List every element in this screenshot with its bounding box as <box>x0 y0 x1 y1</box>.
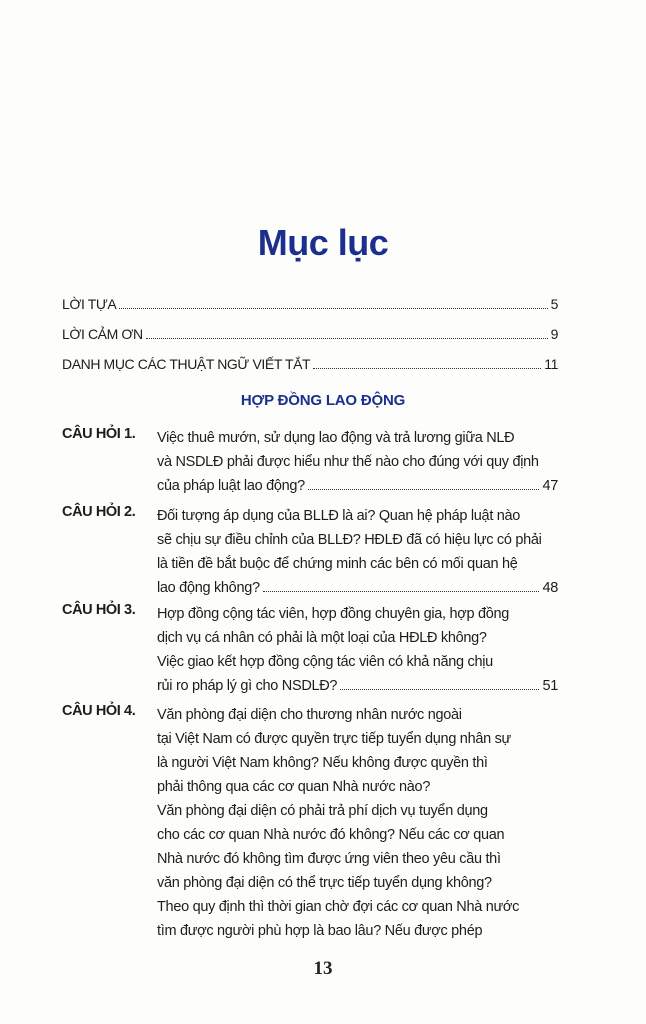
question-label: CÂU HỎI 4. <box>62 703 136 719</box>
question-line: là người Việt Nam không? Nếu không được quyền thì <box>157 755 488 771</box>
question-text <box>157 504 558 600</box>
toc-entry-label: LỜI TỰA <box>62 296 117 312</box>
question-line: Theo quy định thì thời gian chờ đợi các cơ quan Nhà nước <box>157 899 520 915</box>
question-line: dịch vụ cá nhân có phải là một loại của HĐLĐ không? <box>157 630 487 646</box>
question-line: Đối tượng áp dụng của BLLĐ là ai? Quan hệ pháp luật nào <box>157 508 521 524</box>
question-page: 48 <box>542 580 558 596</box>
question-line: lao động không? <box>157 580 260 596</box>
question-page: 47 <box>542 478 558 494</box>
page-title: Mục lục <box>257 222 389 263</box>
toc-entry-acknowledgements[interactable] <box>62 326 558 342</box>
question-text <box>157 703 558 943</box>
dot-leader <box>308 488 540 490</box>
dot-leader <box>313 367 541 369</box>
question-line: sẽ chịu sự điều chỉnh của BLLĐ? HĐLĐ đã có hiệu lực có phải <box>157 532 542 548</box>
question-line: rủi ro pháp lý gì cho NSDLĐ? <box>157 678 338 694</box>
toc-entry-label: LỜI CẢM ƠN <box>62 326 143 342</box>
question-line: Hợp đồng cộng tác viên, hợp đồng chuyên gia, hợp đồng <box>157 606 510 622</box>
toc-entry-page: 11 <box>544 356 558 372</box>
question-line: Văn phòng đại diện cho thương nhân nước ngoài <box>157 707 462 723</box>
section-heading: HỢP ĐỒNG LAO ĐỘNG <box>240 392 406 409</box>
toc-entry-label: DANH MỤC CÁC THUẬT NGỮ VIẾT TẮT <box>62 356 311 372</box>
toc-entry-preface[interactable] <box>62 296 558 312</box>
question-last-line <box>157 576 558 600</box>
question-line: văn phòng đại diện có thể trực tiếp tuyển dụng không? <box>157 875 492 891</box>
question-line: phải thông qua các cơ quan Nhà nước nào? <box>157 779 431 795</box>
question-line: và NSDLĐ phải được hiểu như thế nào cho đúng với quy định <box>157 454 539 470</box>
question-line: cho các cơ quan Nhà nước đó không? Nếu các cơ quan <box>157 827 505 843</box>
question-line: Nhà nước đó không tìm được ứng viên theo yêu cầu thì <box>157 851 501 867</box>
page-number: 13 <box>313 958 333 979</box>
question-label: CÂU HỎI 1. <box>62 426 136 442</box>
question-line: tại Việt Nam có được quyền trực tiếp tuyển dụng nhân sự <box>157 731 511 747</box>
question-line: Việc thuê mướn, sử dụng lao động và trả lương giữa NLĐ <box>157 430 515 446</box>
dot-leader <box>119 307 547 309</box>
question-label: CÂU HỎI 2. <box>62 504 136 520</box>
question-line: Việc giao kết hợp đồng cộng tác viên có khả năng chịu <box>157 654 493 670</box>
question-text <box>157 426 558 498</box>
question-line: Văn phòng đại diện có phải trả phí dịch vụ tuyển dụng <box>157 803 488 819</box>
question-label: CÂU HỎI 3. <box>62 602 136 618</box>
toc-entry-page: 9 <box>550 326 558 342</box>
question-text <box>157 602 558 698</box>
question-last-line <box>157 674 558 698</box>
question-line: tìm được người phù hợp là bao lâu? Nếu được phép <box>157 923 483 939</box>
question-last-line <box>157 474 558 498</box>
question-page: 51 <box>542 678 558 694</box>
question-line: là tiền đề bắt buộc để chứng minh các bên có mối quan hệ <box>157 556 518 572</box>
dot-leader <box>146 337 548 339</box>
dot-leader <box>263 590 540 592</box>
question-line: của pháp luật lao động? <box>157 478 305 494</box>
toc-entry-abbreviations[interactable] <box>62 356 558 372</box>
dot-leader <box>340 688 539 690</box>
toc-entry-page: 5 <box>550 296 558 312</box>
